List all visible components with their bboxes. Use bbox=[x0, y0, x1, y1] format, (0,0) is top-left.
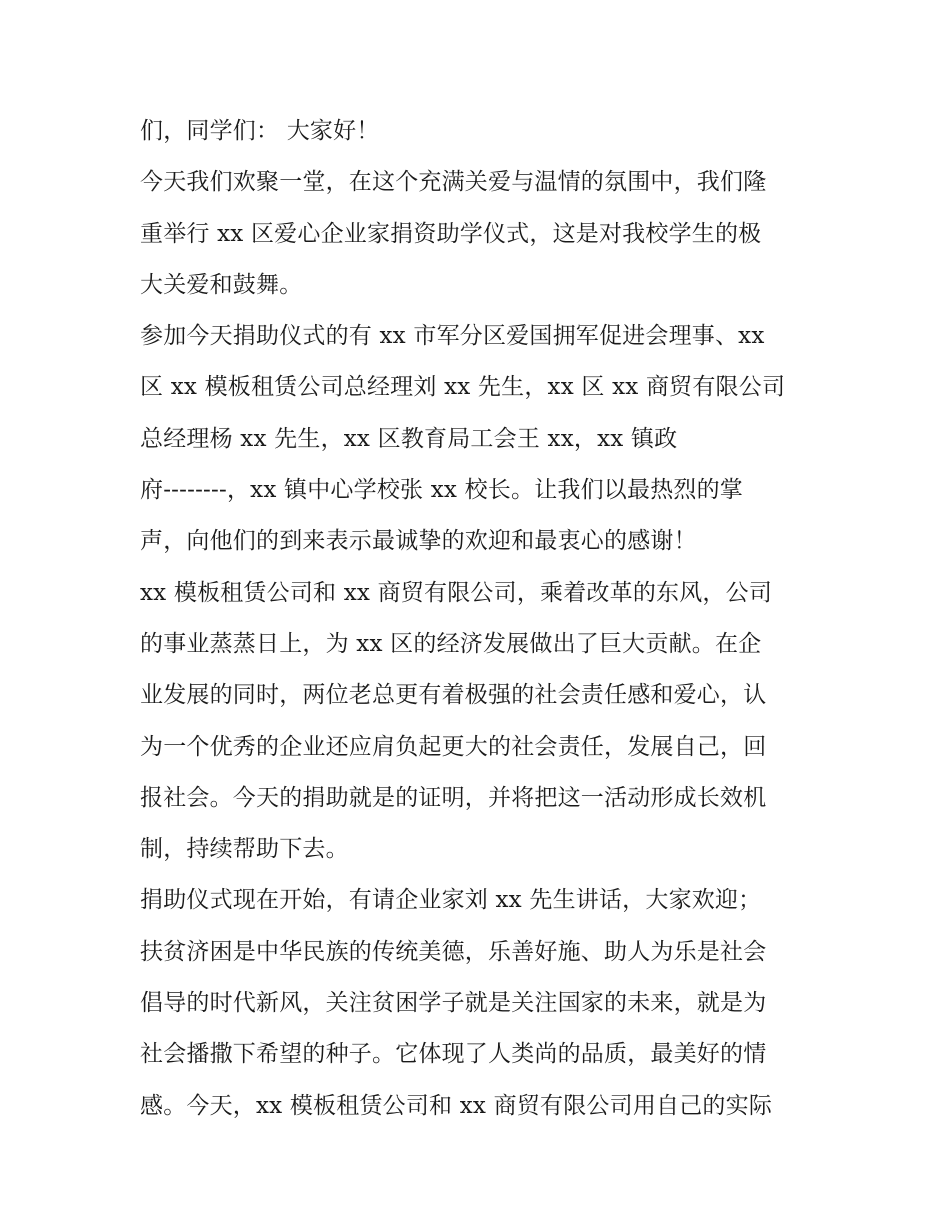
text-line-1: 们，同学们： 大家好！ bbox=[140, 118, 380, 144]
text-line-11: 的事业蒸蒸日上，为 xx 区的经济发展做出了巨大贡献。在企 bbox=[140, 630, 762, 657]
text-line-20: 感。今天，xx 模板租赁公司和 xx 商贸有限公司用自己的实际 bbox=[140, 1092, 773, 1119]
text-line-9: 声，向他们的到来表示最诚挚的欢迎和最衷心的感谢！ bbox=[140, 528, 697, 555]
text-line-15: 制，持续帮助下去。 bbox=[140, 836, 349, 863]
text-line-10: xx 模板租赁公司和 xx 商贸有限公司，乘着改革的东风，公司 bbox=[140, 579, 773, 606]
document-body bbox=[140, 106, 830, 1132]
text-line-19: 社会播撒下希望的种子。它体现了人类尚的品质，最美好的情 bbox=[140, 1041, 767, 1068]
text-line-17: 扶贫济困是中华民族的传统美德，乐善好施、助人为乐是社会 bbox=[140, 938, 767, 965]
text-line-13: 为一个优秀的企业还应肩负起更大的社会责任，发展自己，回 bbox=[140, 733, 767, 760]
text-line-18: 倡导的时代新风，关注贫困学子就是关注国家的未来，就是为 bbox=[140, 990, 767, 1017]
text-line-16: 捐助仪式现在开始，有请企业家刘 xx 先生讲话，大家欢迎； bbox=[140, 887, 762, 914]
text-line-14: 报社会。今天的捐助就是的证明，并将把这一活动形成长效机 bbox=[140, 784, 767, 811]
text-line-12: 业发展的同时，两位老总更有着极强的社会责任感和爱心，认 bbox=[140, 682, 767, 709]
text-line-3: 重举行 xx 区爱心企业家捐资助学仪式，这是对我校学生的极 bbox=[140, 220, 762, 247]
text-line-4: 大关爱和鼓舞。 bbox=[140, 271, 303, 298]
text-line-6: 区 xx 模板租赁公司总经理刘 xx 先生，xx 区 xx 商贸有限公司 bbox=[140, 374, 786, 401]
text-line-8: 府--------，xx 镇中心学校张 xx 校长。让我们以最热烈的掌 bbox=[140, 477, 743, 504]
text-line-7: 总经理杨 xx 先生，xx 区教育局工会王 xx，xx 镇政 bbox=[140, 425, 678, 452]
text-line-2: 今天我们欢聚一堂，在这个充满关爱与温情的氛围中，我们隆 bbox=[140, 169, 767, 196]
text-line-5: 参加今天捐助仪式的有 xx 市军分区爱国拥军促进会理事、xx bbox=[140, 323, 765, 350]
